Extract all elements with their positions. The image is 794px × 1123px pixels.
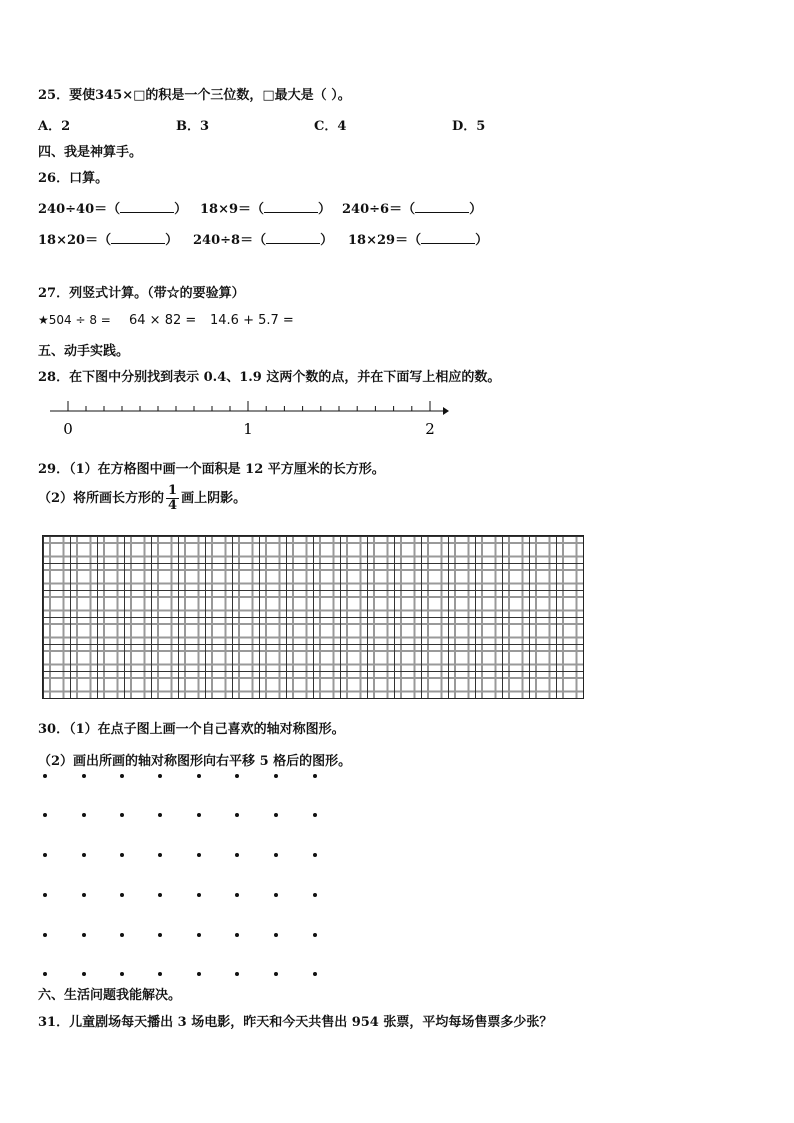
q26-expr: 18×9＝（ [200,202,265,217]
fraction-numerator: 1 [168,483,178,498]
answer-blank[interactable] [421,231,475,244]
grid-dot[interactable] [197,933,201,937]
q26-close: ） [174,202,188,217]
answer-blank[interactable] [264,200,318,213]
q25-option-a: A．2 [38,119,71,134]
square-grid[interactable] [42,535,584,699]
answer-blank[interactable] [120,200,174,213]
q25-stem: 25．要使345×□的积是一个三位数，□最大是（ ）。 [38,88,351,103]
fraction-one-quarter [166,484,179,513]
answer-blank[interactable] [415,200,469,213]
grid-dot[interactable] [43,933,47,937]
grid-dot[interactable] [82,774,86,778]
q26-item-5 [193,229,333,248]
grid-dot[interactable] [158,972,162,976]
section-5-heading: 五、动手实践。 [38,344,130,359]
grid-dot[interactable] [158,893,162,897]
q26-expr: 240÷40＝（ [38,202,121,217]
q26-expr: 240÷8＝（ [193,233,267,248]
q25-option-c: C．4 [314,119,347,134]
q26-item-6 [348,229,488,248]
grid-dot[interactable] [274,813,278,817]
answer-blank[interactable] [266,231,320,244]
grid-dot[interactable] [43,972,47,976]
q30-part1: 30．（1）在点子图上画一个自己喜欢的轴对称图形。 [38,722,345,737]
q27-item-1: ★504 ÷ 8 = [38,313,111,327]
grid-dot[interactable] [313,972,317,976]
grid-dot[interactable] [120,893,124,897]
grid-dot[interactable] [235,813,239,817]
grid-dot[interactable] [274,774,278,778]
q29-part2 [38,484,246,513]
grid-dot[interactable] [82,893,86,897]
q28-stem: 28．在下图中分别找到表示 0.4、1.9 这两个数的点，并在下面写上相应的数。 [38,370,501,385]
grid-dot[interactable] [235,933,239,937]
grid-dot[interactable] [197,774,201,778]
q25-option-d: D．5 [452,119,486,134]
grid-dot[interactable] [197,813,201,817]
q26-item-3 [342,198,482,217]
grid-dot[interactable] [120,813,124,817]
q26-close: ） [165,233,179,248]
grid-dot[interactable] [274,853,278,857]
q26-expr: 18×20＝（ [38,233,112,248]
grid-dot[interactable] [313,774,317,778]
number-line-label-2: 2 [425,420,435,438]
number-line-arrow [443,407,449,415]
section-6-heading: 六、生活问题我能解决。 [38,988,182,1003]
q26-item-2 [200,198,331,217]
grid-dot[interactable] [120,853,124,857]
grid-dot[interactable] [274,933,278,937]
grid-dot[interactable] [158,933,162,937]
q30-part2: （2）画出所画的轴对称图形向右平移 5 格后的图形。 [38,754,352,769]
grid-dot[interactable] [313,933,317,937]
q27-item-3: 14.6 + 5.7 = [210,313,294,328]
grid-dot[interactable] [43,813,47,817]
q26-close: ） [320,233,334,248]
grid-dot[interactable] [313,813,317,817]
grid-dot[interactable] [158,774,162,778]
number-line [50,396,450,441]
grid-dot[interactable] [235,972,239,976]
section-4-heading: 四、我是神算手。 [38,145,143,160]
grid-dot[interactable] [197,972,201,976]
q25-option-b: B．3 [176,119,210,134]
grid-dot[interactable] [43,774,47,778]
q31-stem: 31．儿童剧场每天播出 3 场电影，昨天和今天共售出 954 张票，平均每场售票多少张？ [38,1015,553,1030]
grid-dot[interactable] [82,853,86,857]
q29-part2-post: 画上阴影。 [181,491,247,506]
q26-item-1 [38,198,187,217]
grid-dot[interactable] [235,893,239,897]
grid-dot[interactable] [235,774,239,778]
grid-dot[interactable] [158,853,162,857]
grid-dot[interactable] [274,972,278,976]
grid-dot[interactable] [274,893,278,897]
grid-dot[interactable] [82,972,86,976]
grid-dot[interactable] [313,893,317,897]
grid-dot[interactable] [82,933,86,937]
fraction-denominator: 4 [168,498,178,513]
grid-dot[interactable] [197,853,201,857]
grid-dot[interactable] [120,774,124,778]
q26-item-4 [38,229,178,248]
grid-dot[interactable] [158,813,162,817]
q27-item-2: 64 × 82 = [129,313,197,328]
grid-dot[interactable] [120,933,124,937]
q26-title: 26．口算。 [38,171,109,186]
q26-close: ） [469,202,483,217]
q26-close: ） [475,233,489,248]
q29-part1: 29．（1）在方格图中画一个面积是 12 平方厘米的长方形。 [38,462,385,477]
number-line-ticks [68,401,430,411]
grid-dot[interactable] [120,972,124,976]
grid-dot[interactable] [235,853,239,857]
grid-dot[interactable] [43,893,47,897]
number-line-label-0: 0 [63,420,73,438]
q27-title: 27．列竖式计算。（带☆的要验算） [38,286,245,301]
grid-dot[interactable] [197,893,201,897]
q26-expr: 18×29＝（ [348,233,422,248]
q26-expr: 240÷6＝（ [342,202,416,217]
grid-dot[interactable] [313,853,317,857]
q29-part2-pre: （2）将所画长方形的 [38,491,165,506]
answer-blank[interactable] [111,231,165,244]
grid-dot[interactable] [82,813,86,817]
number-line-label-1: 1 [243,420,253,438]
q26-close: ） [318,202,332,217]
grid-dot[interactable] [43,853,47,857]
